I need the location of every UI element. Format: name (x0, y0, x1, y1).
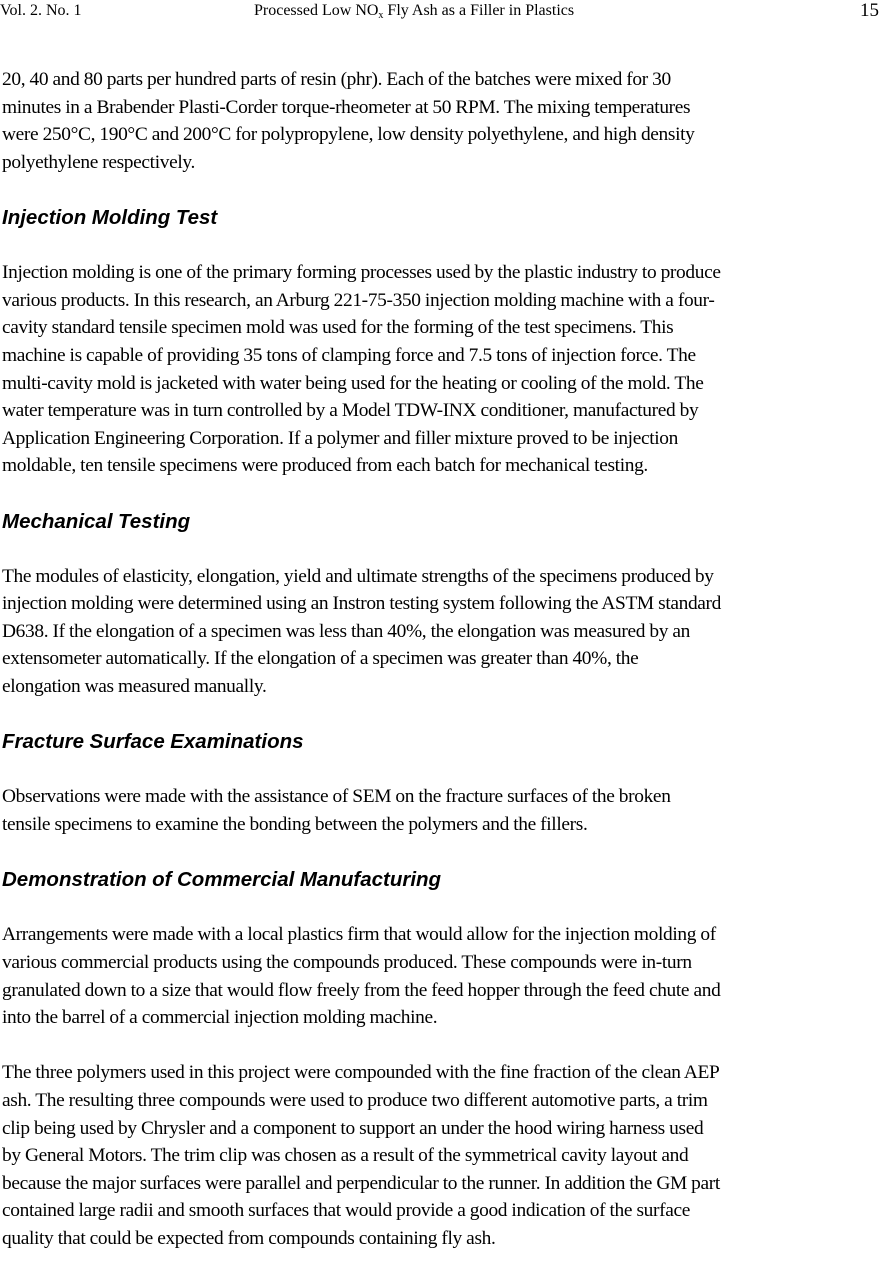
running-header (0, 0, 883, 26)
text-line: because the major surfaces were parallel and perpendicular to the runner. In addition the GM part (2, 1172, 720, 1194)
running-title-subscript: x (378, 10, 384, 21)
text-line: various products. In this research, an Arburg 221-75-350 injection molding machine with a four- (2, 289, 715, 311)
text-line: The three polymers used in this project were compounded with the fine fraction of the clean AEP (2, 1062, 720, 1084)
text-line: 20, 40 and 80 parts per hundred parts of resin (phr). Each of the batches were mixed for 30 (2, 69, 671, 90)
heading-injection-molding: Injection Molding Test (2, 205, 218, 229)
text-line: granulated down to a size that would flow freely from the feed hopper through the feed chute and (2, 979, 721, 1001)
heading-commercial-manufacturing: Demonstration of Commercial Manufacturing (2, 868, 442, 892)
text-line: quality that could be expected from compounds containing fly ash. (2, 1227, 496, 1249)
text-line: Arrangements were made with a local plastics firm that would allow for the injection molding of (2, 924, 716, 946)
paragraph-intro (2, 66, 882, 176)
page-number: 15 (860, 0, 879, 21)
text-line: multi-cavity mold is jacketed with water being used for the heating or cooling of the mold. The (2, 372, 704, 394)
running-title-main: Processed Low NO (254, 2, 379, 19)
paragraph-mechanical-testing (2, 563, 882, 701)
text-line: were 250°C, 190°C and 200°C for polypropylene, low density polyethylene, and high density (2, 124, 695, 146)
text-line: extensometer automatically. If the elongation of a specimen was greater than 40%, the (2, 648, 639, 670)
text-line: Observations were made with the assistance of SEM on the fracture surfaces of the broken (2, 786, 671, 808)
paragraph-commercial-1 (2, 921, 882, 1031)
text-line: D638. If the elongation of a specimen was less than 40%, the elongation was measured by an (2, 620, 690, 642)
text-line: elongation was measured manually. (2, 676, 267, 698)
running-title (254, 2, 574, 20)
text-line: ash. The resulting three compounds were used to produce two different automotive parts, a trim (2, 1089, 708, 1111)
text-line: by General Motors. The trim clip was chosen as a result of the symmetrical cavity layout and (2, 1145, 689, 1167)
text-line: contained large radii and smooth surfaces that would provide a good indication of the surface (2, 1200, 690, 1222)
paragraph-commercial-2 (2, 1059, 882, 1252)
text-line: machine is capable of providing 35 tons of clamping force and 7.5 tons of injection force. The (2, 344, 696, 366)
text-line: water temperature was in turn controlled by a Model TDW-INX conditioner, manufactured by (2, 400, 699, 422)
text-line: Application Engineering Corporation. If a polymer and filler mixture proved to be injection (2, 427, 678, 449)
text-line: The modules of elasticity, elongation, yield and ultimate strengths of the specimens produced by (2, 565, 714, 587)
paragraph-fracture-surface (2, 783, 882, 838)
heading-mechanical-testing: Mechanical Testing (2, 509, 191, 533)
text-line: clip being used by Chrysler and a component to support an under the hood wiring harness used (2, 1117, 704, 1139)
text-line: into the barrel of a commercial injection molding machine. (2, 1007, 438, 1029)
text-line: tensile specimens to examine the bonding between the polymers and the fillers. (2, 814, 588, 836)
text-line: Injection molding is one of the primary forming processes used by the plastic industry to produce (2, 262, 721, 284)
body-text (2, 66, 882, 1280)
text-line: minutes in a Brabender Plasti-Corder torque-rheometer at 50 RPM. The mixing temperatures (2, 96, 691, 118)
journal-volume: Vol. 2. No. 1 (0, 2, 82, 19)
text-line: moldable, ten tensile specimens were produced from each batch for mechanical testing. (2, 455, 648, 477)
paragraph-injection-molding (2, 259, 882, 480)
text-line: polyethylene respectively. (2, 151, 195, 173)
heading-fracture-surface: Fracture Surface Examinations (2, 730, 304, 754)
text-line: injection molding were determined using an Instron testing system following the ASTM standard (2, 593, 722, 615)
text-line: cavity standard tensile specimen mold was used for the forming of the test specimens. This (2, 317, 674, 339)
text-line: various commercial products using the compounds produced. These compounds were in-turn (2, 952, 692, 973)
running-title-rest: Fly Ash as a Filler in Plastics (383, 2, 575, 19)
